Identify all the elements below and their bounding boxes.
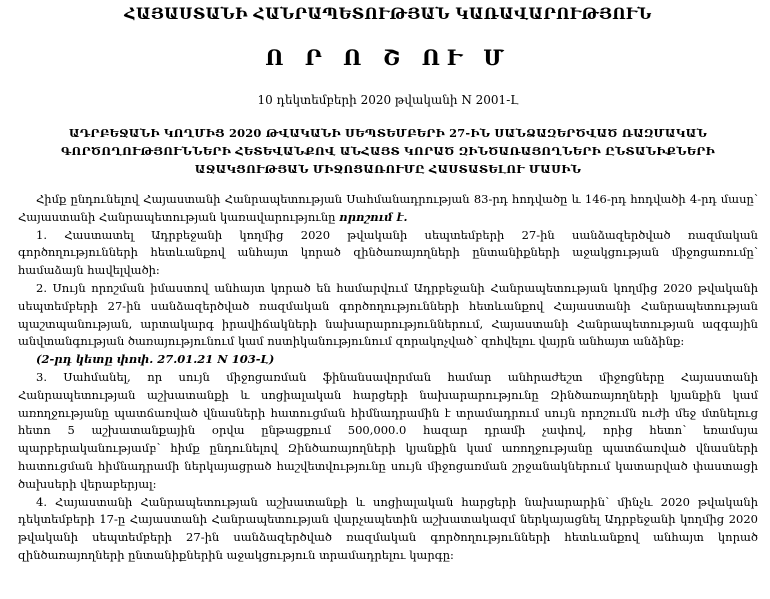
- decision-title: Ո Ր Ո Շ ՈՒ Մ: [265, 45, 511, 70]
- decision-body: [18, 191, 758, 565]
- point-4: 4. Հայաստանի Հանրապետության աշխատանքի և սոցիալական հարցերի նախարարին՝ մինչև 2020 թվականի դեկտեմբերի 17-ը Հայաստանի Հանրապետության վարչապետին աշխատակազմ ներկայացնել Ադրբեջանի կողմից 2020 թվականի սեպտեմբերի 27-ին սանձազերծված ռազմական գործողությունների հետևանքով անհայտ կորած զինծառայողների ընտանիքներին աջակցություն տրամադրելու կարգը:: [18, 494, 758, 562]
- subject-line: ԱԴՐԲԵՋԱՆԻ ԿՈՂՄԻՑ 2020 ԹՎԱԿԱՆԻ ՍԵՊՏԵՄԲԵՐԻ 27-ԻՆ ՍԱՆՁԱԶԵՐԾՎԱԾ ՌԱԶՄԱԿԱՆ: [68, 126, 708, 140]
- point-2: 2. Սույն որոշման իմաստով անհայտ կորած են համարվում Ադրբեջանի Հանրապետության կողմից 2020 թվականի սեպտեմբերի 27-ին սանձազերծված ռազմական գործողությունների հետևանքով Հայաստանի Հանրապետության պաշտպանության, արտակարգ իրավիճակների նախարարություններում, Հայաստանի Հանրապետության ազգային անվտանգության ծառայությունում կամ ոստիկանությունում զորակոչված՝ զոհվելու վայրն անհայտ անձինք:: [18, 280, 758, 349]
- amendment-note: (2-րդ կետը փոփ. 27.01.21 N 103-Լ): [36, 352, 275, 367]
- preamble-paragraph: [18, 191, 758, 227]
- preamble-text: Հիմք ընդունելով Հայաստանի Հանրապետության Սահմանադրության 83-րդ հոդվածը և 146-րդ հոդվածի 4-րդ մասը՝ Հայաստանի Հանրապետության կառավարությունը: [18, 192, 758, 224]
- subject-line: ԱՋԱԿՑՈՒԹՅԱՆ ՄԻՋՈՑԱՌՈՒՄԸ ՀԱՍՏԱՏԵԼՈՒ ՄԱՍԻՆ: [194, 162, 582, 176]
- point-1: 1. Հաստատել Ադրբեջանի կողմից 2020 թվականի սեպտեմբերի 27-ին սանձազերծված ռազմական գործողությունների հետևանքով անհայտ կորած զինծառայողների ընտանիքների աջակցության միջոցառումը՝ համաձայն հավելվածի:: [18, 227, 758, 278]
- decision-subject: [18, 124, 758, 178]
- government-title: ՀԱՅԱՍՏԱՆԻ ՀԱՆՐԱՊԵՏՈՒԹՅԱՆ ԿԱՌԱՎԱՐՈՒԹՅՈՒՆ: [124, 4, 652, 23]
- decision-date: 10 դեկտեմբերի 2020 թվականի N 2001-Լ: [257, 93, 519, 107]
- point-3: 3. Սահմանել, որ սույն միջոցառման ֆինանսավորման համար անհրաժեշտ միջոցները Հայաստանի Հանրապետության աշխատանքի և սոցիալական հարցերի նախարարությունը Զինծառայողների կյանքին կամ առողջությանը պատճառված վնասների հատուցման հիմնադրամին է տրամադրում սույն որոշումն ուժի մեջ մտնելուց հետո 5 աշխատանքային օրվա ընթացքում 500,000.0 հազար դրամի չափով, որից հետո՝ եռամսյա պարբերականությամբ՝ հիմք ընդունելով Զինծառայողների կյանքին կամ առողջությանը պատճառված վնասների հատուցման հիմնադրամի ներկայացրած հաշվետվությունը սույն միջոցառման շրջանակներում կատարված փաստացի ծախսերի վերաբերյալ:: [18, 369, 758, 491]
- subject-line: ԳՈՐԾՈՂՈՒԹՅՈՒՆՆԵՐԻ ՀԵՏԵՎԱՆՔՈՎ ԱՆՀԱՅՏ ԿՈՐԱԾ ԶԻՆԾԱՌԱՅՈՂՆԵՐԻ ԸՆՏԱՆԻՔՆԵՐԻ: [61, 144, 715, 158]
- decides-phrase: որոշում է.: [339, 209, 408, 224]
